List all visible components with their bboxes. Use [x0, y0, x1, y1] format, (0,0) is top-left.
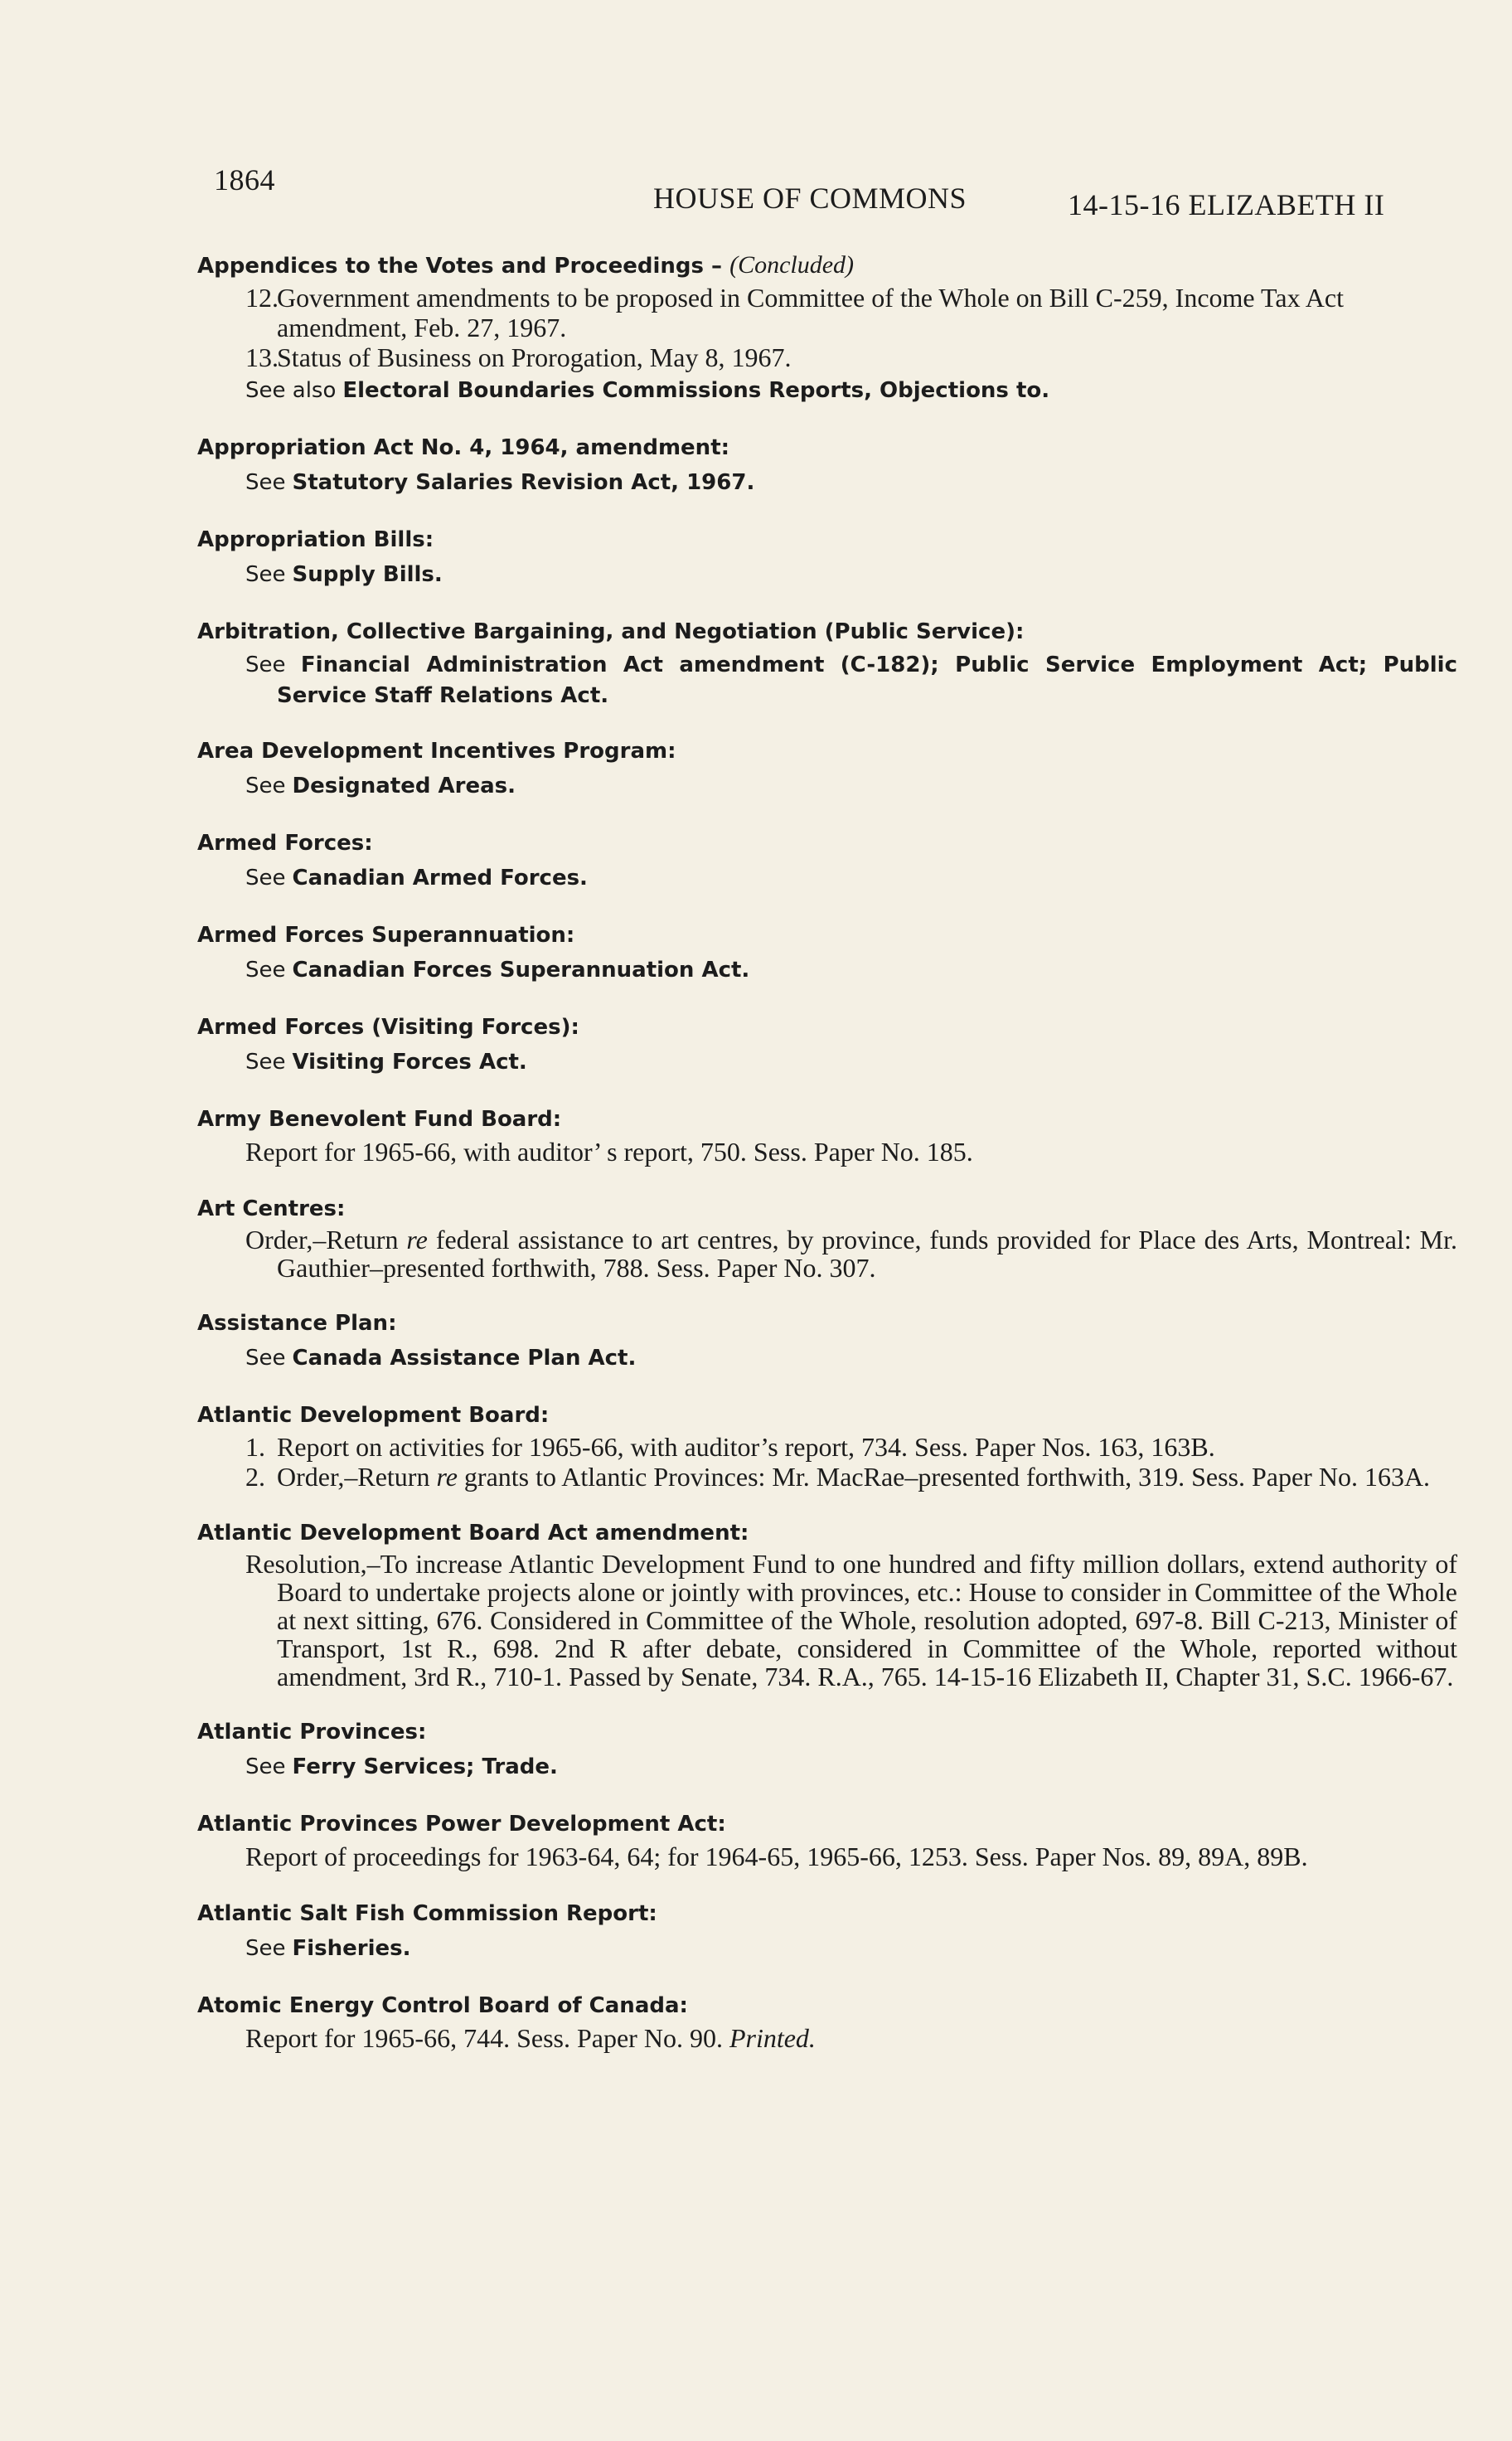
entry-heading: Army Benevolent Fund Board: — [197, 1107, 562, 1132]
see-reference — [197, 1930, 1457, 1964]
running-title: HOUSE OF COMMONS — [653, 182, 967, 215]
cross-reference: Fisheries. — [292, 1936, 411, 1961]
entry-text: Report for 1965-66, with auditor’ s report, 750. Sess. Paper No. 185. — [245, 1137, 973, 1167]
entry-armed-forces-superannuation — [197, 919, 1457, 986]
entry-heading: Atomic Energy Control Board of Canada: — [197, 1993, 688, 2018]
see-word: See also — [245, 378, 337, 403]
numbered-item — [197, 283, 1457, 342]
entry-heading — [197, 249, 1457, 283]
cross-reference: Canadian Armed Forces. — [292, 866, 588, 891]
entry-heading: Appropriation Bills: — [197, 527, 434, 552]
item-text: Status of Business on Prorogation, May 8, 1967. — [277, 342, 792, 372]
entry-heading: Assistance Plan: — [197, 1311, 397, 1336]
text-re: re — [406, 1225, 428, 1254]
item-number: 1. — [245, 1432, 265, 1462]
entry-text: Report of proceedings for 1963-64, 64; for 1964-65, 1965-66, 1253. Sess. Paper Nos. 89, 89A, 89B. — [245, 1842, 1308, 1871]
index-entries — [197, 249, 1457, 2079]
numbered-item — [197, 1462, 1457, 1492]
see-word: See — [245, 958, 286, 983]
numbered-item — [197, 342, 1457, 372]
entry-heading: Atlantic Provinces Power Development Act: — [197, 1812, 726, 1837]
entry-heading: Arbitration, Collective Bargaining, and Negotiation (Public Service): — [197, 619, 1025, 644]
see-reference — [197, 1340, 1457, 1374]
entry-assistance-plan — [197, 1307, 1457, 1374]
entry-art-centres — [197, 1192, 1457, 1282]
see-word: See — [245, 866, 286, 891]
cross-reference: Ferry Services; Trade. — [292, 1754, 558, 1779]
entry-heading: Atlantic Development Board: — [197, 1403, 550, 1428]
entry-arbitration — [197, 615, 1457, 710]
text-part: federal assistance to art centres, by province, funds provided for Place des Arts, Montreal: Mr. Gauthier–presented forthwith, 788. Sess. Paper No. 307. — [277, 1225, 1458, 1283]
see-reference — [197, 648, 1457, 710]
printed-note: Printed. — [729, 2023, 816, 2053]
entry-appendices — [197, 249, 1457, 406]
entry-armed-forces — [197, 827, 1457, 894]
see-reference — [197, 1044, 1457, 1078]
entry-armed-forces-visiting — [197, 1011, 1457, 1078]
regnal-year: 14-15-16 ELIZABETH II — [1068, 188, 1385, 221]
entry-text — [197, 2022, 1457, 2054]
entry-text: Resolution,–To increase Atlantic Development Fund to one hundred and fifty million dollars, extend authority of Board to undertake projects alone or jointly with provinces, etc.: House to consider in Committee of the Whole at next sitting, 676. Considered in Committee of the Whole, resolution adopted, 697-8. Bill C-213, Minister of Transport, 1st R., 698. 2nd R after debate, considered in Committee of the Whole, reported without amendment, 3rd R., 710-1. Passed by Senate, 734. R.A., 765. 14-15-16 Elizabeth II, Chapter 31, S.C. 1966-67. — [245, 1549, 1457, 1691]
entry-appropriation-bills — [197, 523, 1457, 590]
entry-atlantic-provinces — [197, 1715, 1457, 1783]
entry-heading: Art Centres: — [197, 1196, 346, 1221]
entry-heading: Area Development Incentives Program: — [197, 739, 676, 764]
entry-atomic-energy — [197, 1989, 1457, 2054]
cross-reference: Supply Bills. — [292, 562, 443, 587]
entry-heading: Atlantic Salt Fish Commission Report: — [197, 1901, 657, 1926]
cross-reference: Electoral Boundaries Commissions Reports, Objections to. — [342, 378, 1050, 403]
item-number: 13. — [245, 342, 279, 372]
cross-reference: Canadian Forces Superannuation Act. — [292, 958, 750, 983]
see-reference — [197, 860, 1457, 894]
heading-text: Appendices to the Votes and Proceedings – — [197, 254, 723, 279]
text-part: Order,–Return — [245, 1225, 399, 1254]
page-number: 1864 — [214, 163, 275, 197]
see-reference — [197, 556, 1457, 590]
entry-heading: Armed Forces Superannuation: — [197, 923, 575, 948]
entry-army-benevolent — [197, 1103, 1457, 1167]
see-reference — [197, 952, 1457, 986]
see-reference — [197, 372, 1457, 406]
text-part: Report for 1965-66, 744. Sess. Paper No. 90. — [245, 2023, 723, 2053]
item-text: Government amendments to be proposed in Committee of the Whole on Bill C-259, Income Tax Act amendment, Feb. 27, 1967. — [277, 283, 1344, 342]
numbered-item — [197, 1432, 1457, 1462]
see-word: See — [245, 470, 286, 495]
entry-atlantic-board-act — [197, 1517, 1457, 1691]
see-reference — [197, 464, 1457, 498]
cross-reference: Canada Assistance Plan Act. — [292, 1346, 637, 1371]
entry-heading: Armed Forces (Visiting Forces): — [197, 1015, 579, 1040]
see-word: See — [245, 1050, 286, 1075]
heading-tail: (Concluded) — [729, 251, 855, 279]
entry-heading: Atlantic Provinces: — [197, 1720, 427, 1745]
text-re: re — [436, 1462, 458, 1492]
item-text: Report on activities for 1965-66, with auditor’s report, 734. Sess. Paper Nos. 163, 163B. — [277, 1432, 1215, 1462]
cross-reference: Visiting Forces Act. — [292, 1050, 527, 1075]
text-part: Order,–Return — [277, 1462, 430, 1492]
see-word: See — [245, 1346, 286, 1371]
entry-atlantic-salt-fish — [197, 1897, 1457, 1964]
entry-heading: Armed Forces: — [197, 831, 373, 856]
entry-area-development — [197, 735, 1457, 802]
item-number: 2. — [245, 1462, 265, 1492]
item-number: 12. — [245, 283, 279, 313]
see-word: See — [245, 1936, 286, 1961]
entry-appropriation-act — [197, 431, 1457, 498]
cross-reference: Financial Administration Act amendment (C-182); Public Service Employment Act; Public Service Staff Relations Act. — [277, 653, 1457, 708]
entry-atlantic-board — [197, 1399, 1457, 1492]
see-word: See — [245, 562, 286, 587]
text-part: grants to Atlantic Provinces: Mr. MacRae–presented forthwith, 319. Sess. Paper No. 163A. — [463, 1462, 1431, 1492]
see-word: See — [245, 774, 286, 798]
cross-reference: Statutory Salaries Revision Act, 1967. — [292, 470, 755, 495]
entry-text — [197, 1225, 1457, 1282]
cross-reference: Designated Areas. — [292, 774, 516, 798]
entry-heading: Appropriation Act No. 4, 1964, amendment: — [197, 435, 730, 460]
entry-atlantic-power — [197, 1808, 1457, 1872]
see-reference — [197, 768, 1457, 802]
item-text — [277, 1462, 1457, 1492]
see-word: See — [245, 653, 286, 677]
see-word: See — [245, 1754, 286, 1779]
entry-heading: Atlantic Development Board Act amendment: — [197, 1521, 749, 1546]
see-reference — [197, 1749, 1457, 1783]
